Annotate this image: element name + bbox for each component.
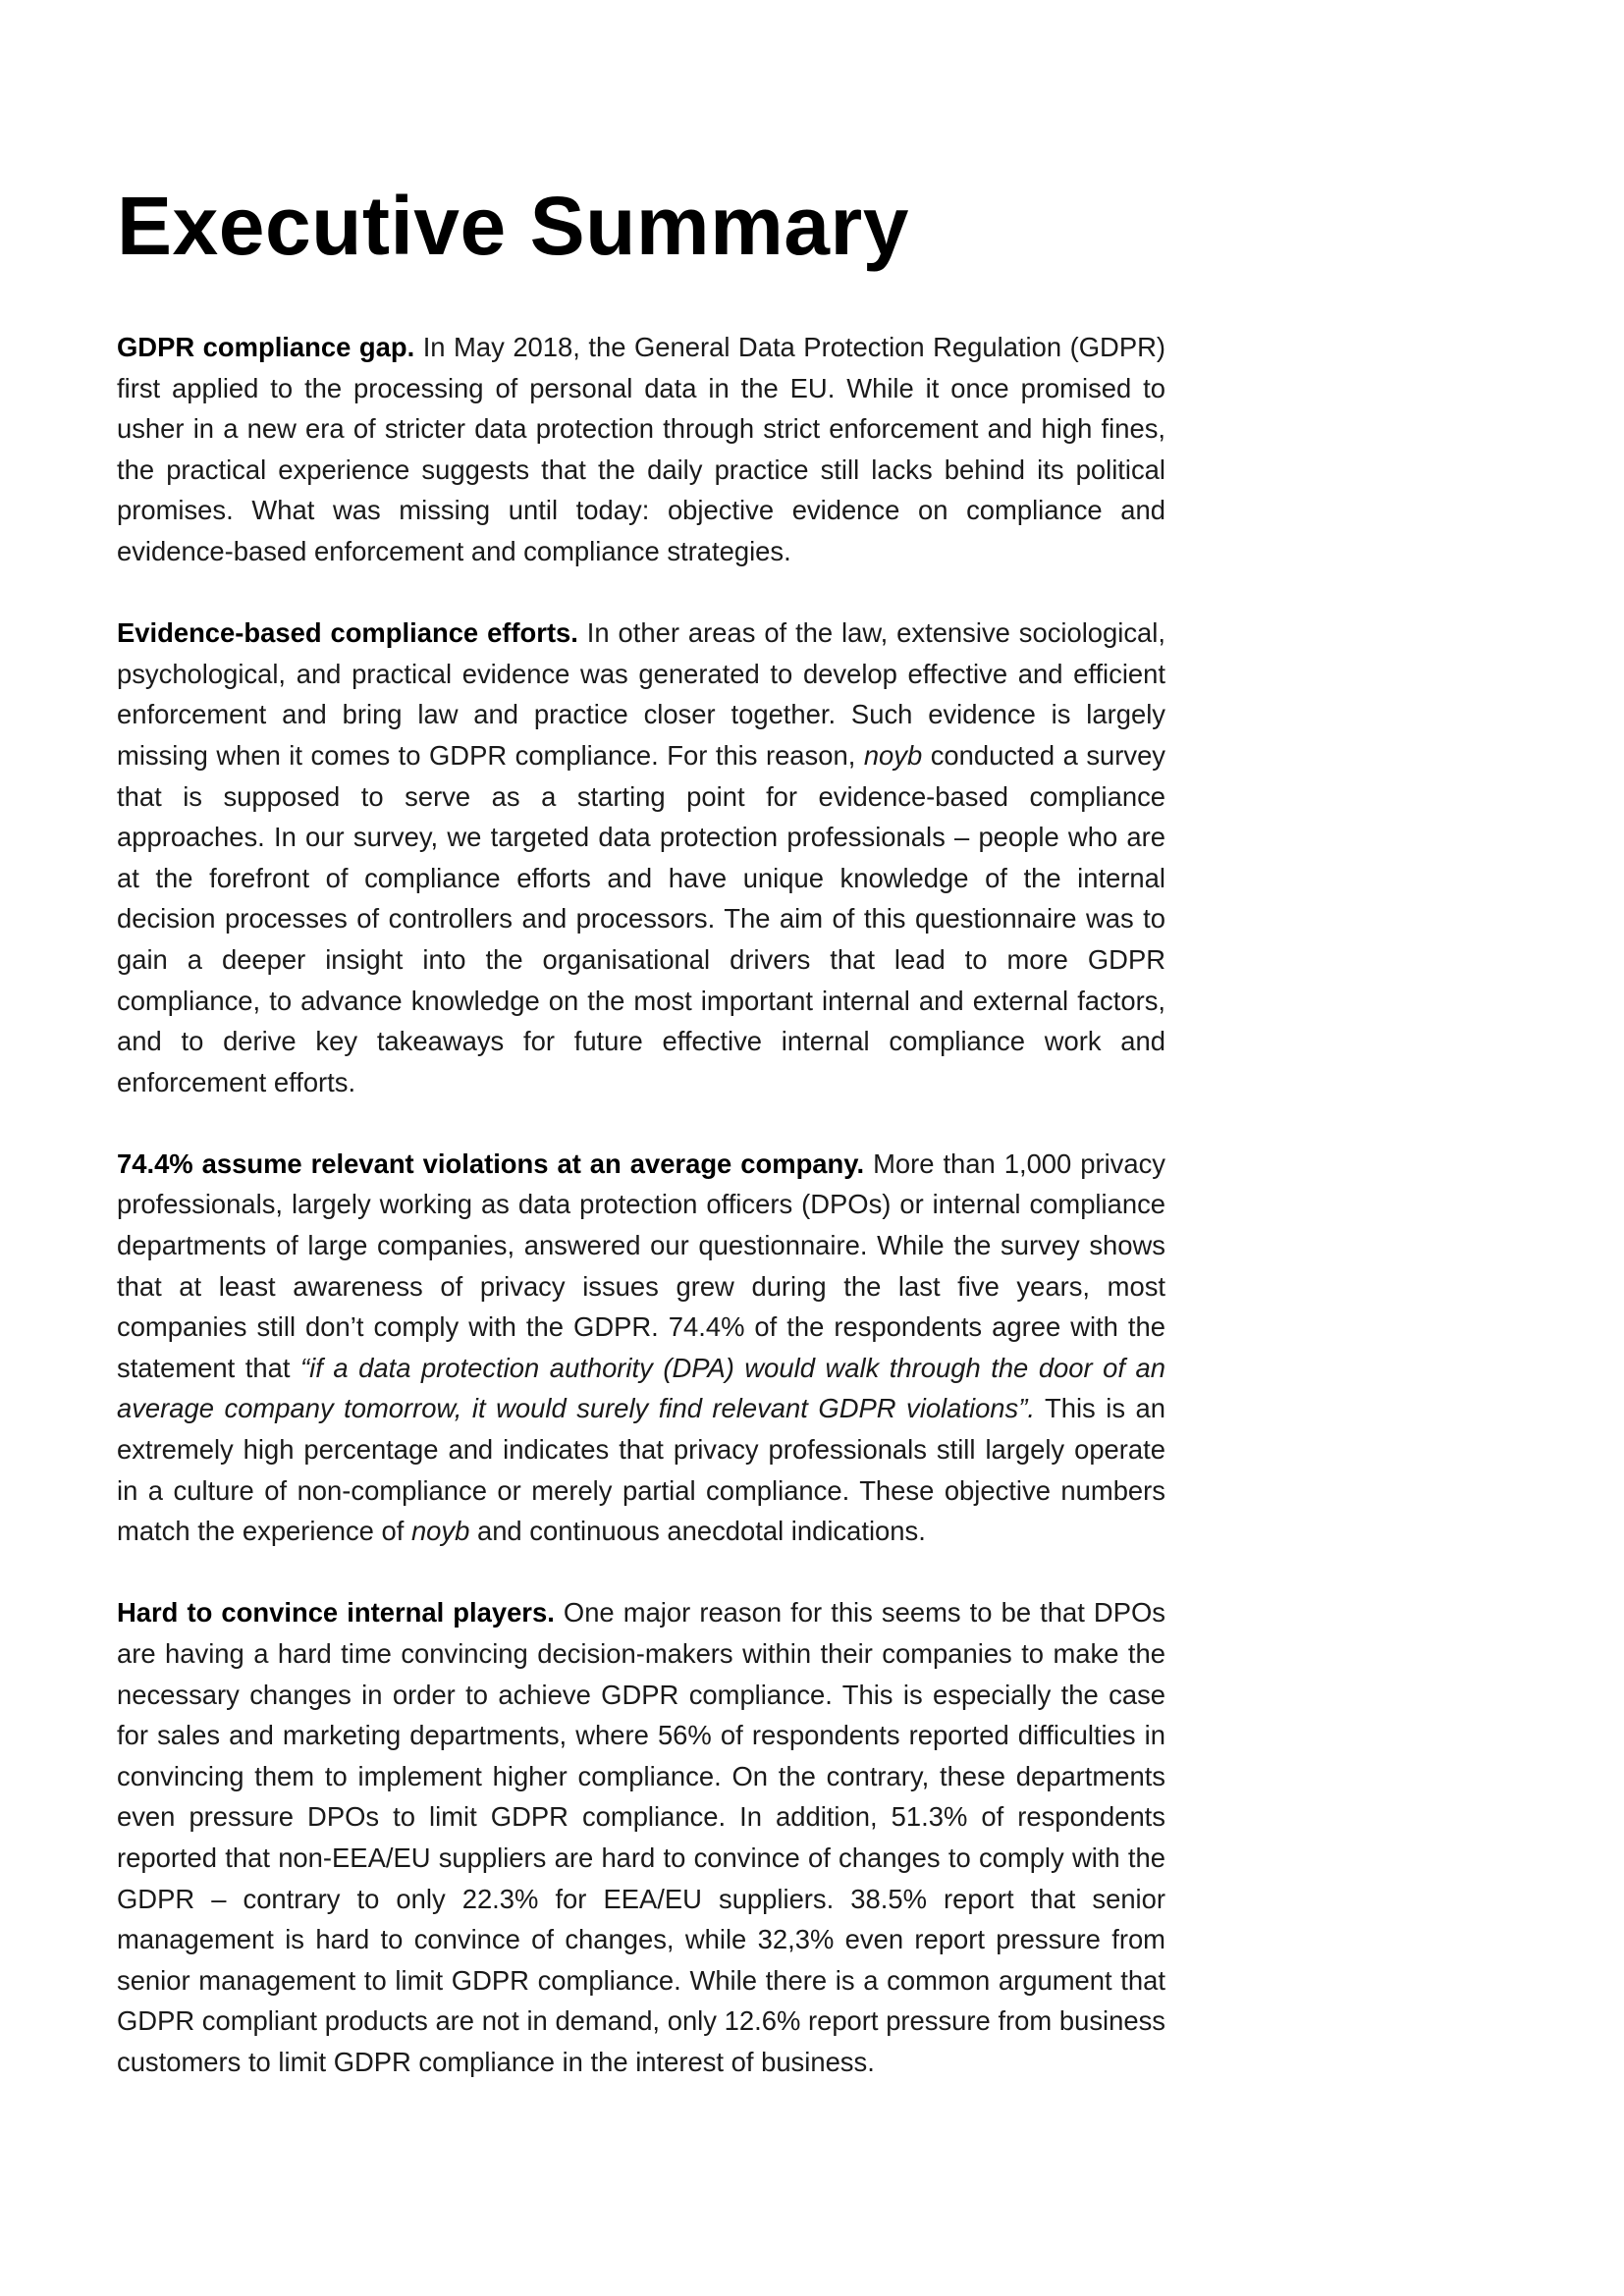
- paragraph-text: conducted a survey that is supposed to serve as a starting point for evidence-based compliance approaches. In our survey, we targeted data protection professionals – people who are at the forefront of compliance efforts and have unique knowledge of the internal decision processes of controllers and processors. The aim of this questionnaire was to gain a deeper insight into the organisational drivers that lead to more GDPR compliance, to advance knowledge on the most important internal and external factors, and to derive key takeaways for future effective internal compliance work and enforcement efforts.: [117, 739, 1166, 1097]
- noyb-emphasis: noyb: [863, 739, 923, 771]
- paragraph-text: One major reason for this seems to be that DPOs are having a hard time convincing decision-makers within their companies to make the necessary changes in order to achieve GDPR compliance. This is especially the case for sales and marketing departments, where 56% of respondents reported difficulties in convincing them to implement higher compliance. On the contrary, these departments even pressure DPOs to limit GDPR compliance. In addition, 51.3% of respondents reported that non-EEA/EU suppliers are hard to convince of changes to comply with the GDPR – contrary to only 22.3% for EEA/EU suppliers. 38.5% report that senior management is hard to convince of changes, while 32,3% even report pressure from senior management to limit GDPR compliance. While there is a common argument that GDPR compliant products are not in demand, only 12.6% report pressure from business customers to limit GDPR compliance in the interest of business.: [117, 1597, 1165, 2077]
- paragraph-internal-players: [117, 1592, 1165, 2082]
- paragraph-lead: Evidence-based compliance efforts.: [117, 617, 578, 649]
- paragraph-text: More than 1,000 privacy professionals, largely working as data protection officers (DPOs) or internal compliance departments of large companies, answered our questionnaire. While the survey shows that at least awareness of privacy issues grew during the last five years, most companies still don’t comply with the GDPR. 74.4% of the respondents agree with the statement that: [117, 1148, 1165, 1383]
- paragraph-text: This is an extremely high percentage and indicates that privacy professionals still largely operate in a culture of non-compliance or merely partial compliance. These objective numbers match the experience of: [117, 1393, 1165, 1547]
- paragraph-violations: [117, 1144, 1165, 1552]
- paragraph-text: In other areas of the law, extensive sociological, psychological, and practical evidence was generated to develop effective and efficient enforcement and bring law and practice closer together. Such evidence is largely missing when it comes to GDPR compliance. For this reason,: [117, 617, 1165, 771]
- summary-body: [117, 327, 1165, 2123]
- paragraph-lead: GDPR compliance gap.: [117, 332, 415, 362]
- paragraph-text: and continuous anecdotal indications.: [469, 1516, 926, 1547]
- paragraph-lead: Hard to convince internal players.: [117, 1597, 555, 1629]
- noyb-emphasis: noyb: [410, 1516, 470, 1547]
- paragraph-compliance-gap: [117, 327, 1165, 572]
- paragraph-text: In May 2018, the General Data Protection Regulation (GDPR) first applied to the processing of personal data in the EU. While it once promised to usher in a new era of stricter data protection through strict enforcement and high fines, the practical experience suggests that the daily practice still lacks behind its political promises. What was missing until today: objective evidence on compliance and evidence-based enforcement and compliance strategies.: [117, 332, 1165, 566]
- paragraph-evidence-based: [117, 613, 1165, 1102]
- page-title: Executive Summary: [117, 180, 909, 272]
- statement-quote: “if a data protection authority (DPA) would walk through the door of an average company tomorrow, it would surely find relevant GDPR violations”.: [117, 1352, 1165, 1424]
- paragraph-lead: 74.4% assume relevant violations at an average company.: [117, 1148, 865, 1179]
